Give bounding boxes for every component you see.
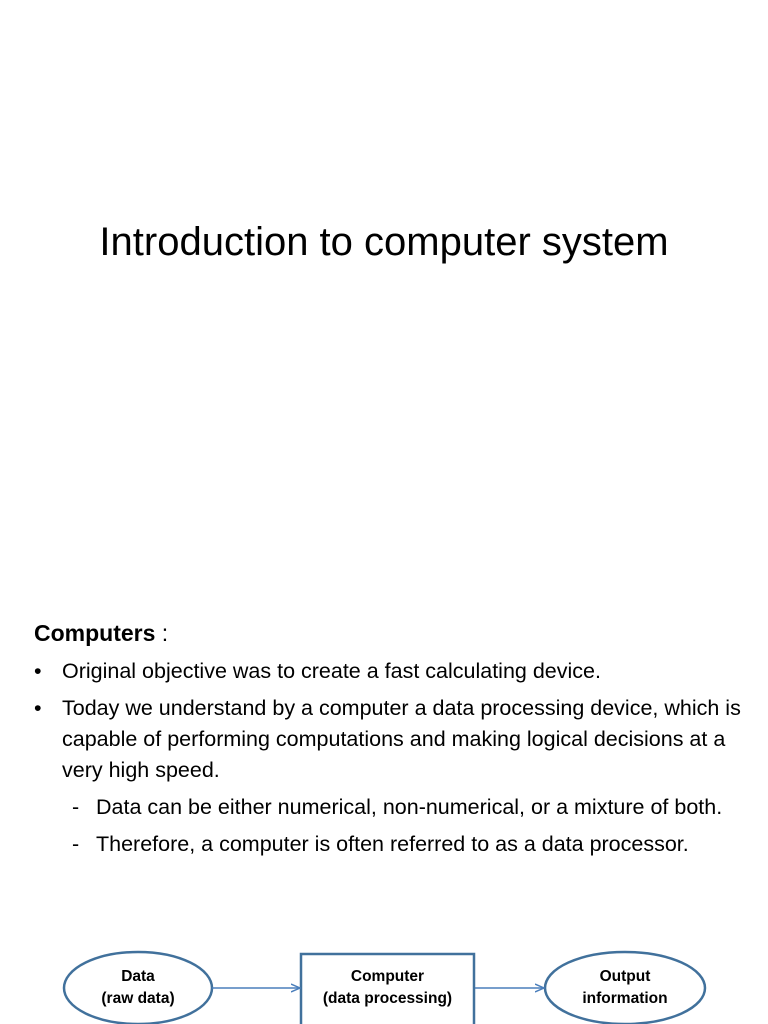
output-node-title: Output	[599, 968, 651, 985]
data-flow-diagram	[0, 946, 768, 1024]
slide-title: Introduction to computer system	[99, 220, 669, 264]
heading-text: Computers	[34, 620, 156, 646]
content-body	[34, 616, 744, 866]
bullet-text: Today we understand by a computer a data processing device, which is capable of performing computations and making logical decisions at a very high speed.	[62, 696, 741, 782]
sub-bullet-text: Data can be either numerical, non-numerical, or a mixture of both.	[96, 795, 723, 819]
bullet-item	[34, 693, 744, 786]
heading-colon: :	[155, 620, 169, 646]
sub-bullet-mark: -	[72, 795, 80, 819]
sub-bullet-item	[34, 829, 744, 860]
computer-node-label	[301, 966, 474, 1010]
bullet-item	[34, 656, 744, 687]
section-heading	[34, 616, 744, 650]
data-node-title: Data	[121, 968, 155, 985]
data-node-subtitle: (raw data)	[101, 990, 175, 1007]
data-node-label	[64, 966, 212, 1010]
bullet-mark: •	[34, 659, 42, 683]
sub-bullet-mark: -	[72, 832, 80, 856]
sub-bullet-text: Therefore, a computer is often referred to as a data processor.	[96, 832, 689, 856]
computer-node-title: Computer	[350, 968, 425, 985]
output-node-label	[545, 966, 705, 1010]
bullet-text: Original objective was to create a fast calculating device.	[62, 659, 601, 683]
output-node-subtitle: information	[582, 990, 668, 1007]
sub-bullet-item	[34, 792, 744, 823]
bullet-mark: •	[34, 696, 42, 720]
computer-node-subtitle: (data processing)	[322, 990, 453, 1007]
